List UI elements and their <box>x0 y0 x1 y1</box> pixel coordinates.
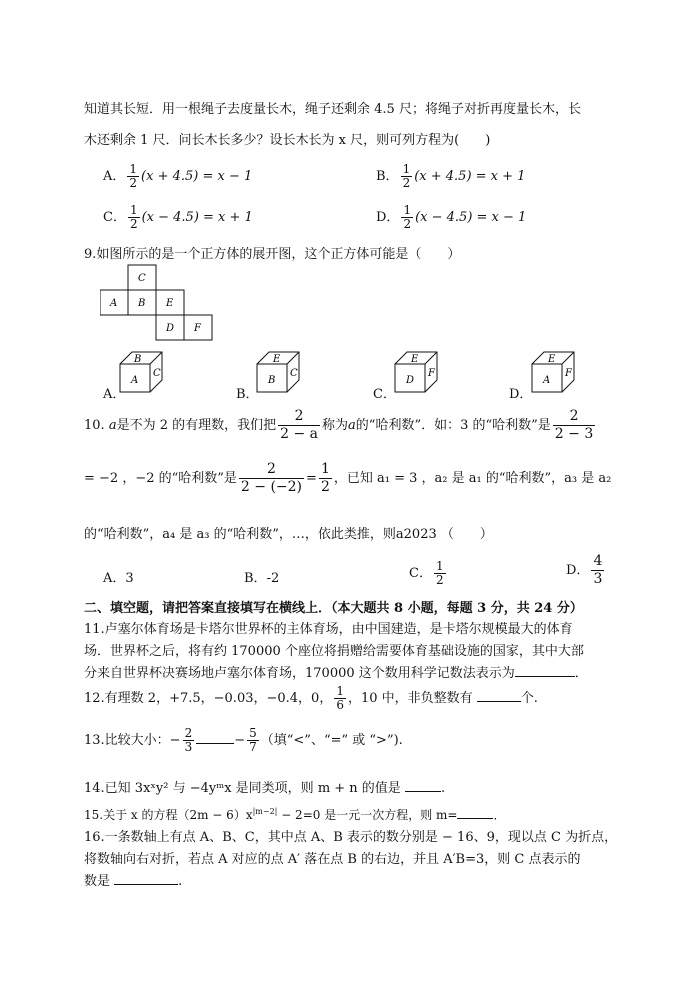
q9-option-a-cube <box>118 350 166 394</box>
q8-option-a: A． $\frac{1}{2}$ (x + 4.5) = x − 1 <box>103 162 253 190</box>
q16-line-1: 16.一条数轴上有点 A、B、C，其中点 A、B 表示的数分别是 − 16、9，现以点 C 为折点， <box>84 830 618 845</box>
q12-line: 12.有理数 2，+7.5，−0.03，−0.4，0， $\frac{1}{6}$ ，10 中，非负整数有 个. <box>84 684 538 712</box>
q10-option-a: A．3 <box>103 571 134 586</box>
q10-line-1: 10. a是不为 2 的有理数，我们把 $\frac{2}{2 - a}$ 称为a的“哈利数”．如：3 的“哈利数”是 $\frac{2}{2 - 3}$ <box>84 408 594 442</box>
q9-option-b-label: B． <box>236 387 259 402</box>
svg-text:E: E <box>273 354 281 365</box>
q11-line-2: 场．世界杯之后，将有约 170000 个座位将捐赠给需要体育基础设施的国家，其中大部 <box>84 644 584 659</box>
svg-text:E: E <box>548 354 556 365</box>
q14-line: 14.已知 3xˣy² 与 −4yᵐx 是同类项，则 m + n 的值是 . <box>84 781 446 796</box>
net-letter-a: A <box>110 298 118 309</box>
svg-text:B: B <box>268 375 276 386</box>
svg-text:D: D <box>406 375 415 386</box>
q16-answer-blank[interactable] <box>114 872 178 885</box>
q10-option-b: B．-2 <box>244 571 280 586</box>
q10-line-2: = −2 ，−2 的“哈利数”是 $\frac{2}{2 - (-2)}$ = $\frac{1}{2}$ ，已知 a₁ = 3 ，a₂ 是 a₁ 的“哈利数”，a₃ 是 a₂ <box>84 461 612 495</box>
q10-option-c: C． $\frac{1}{2}$ <box>409 559 444 587</box>
svg-text:F: F <box>565 368 572 379</box>
q16-line-3: 数是 . <box>84 874 183 889</box>
q9-option-d-cube <box>530 350 578 394</box>
q15-line: 15.关于 x 的方程$(2m - 6)x^{|m-2|} - 2=0$ 是一元一次方程，则 m= ． <box>84 807 506 822</box>
net-letter-f: F <box>194 323 201 334</box>
q8-line-2: 木还剩余 1 尺．问长木长多少？设长木长为 x 尺，则可列方程为( ) <box>84 133 491 148</box>
net-letter-e: E <box>166 298 174 309</box>
svg-text:B: B <box>134 354 142 365</box>
section-2-heading: 二、填空题，请把答案直接填写在横线上．（本大题共 8 小题，每题 3 分，共 24 分） <box>84 601 583 616</box>
q15-answer-blank[interactable] <box>457 806 493 819</box>
svg-text:A: A <box>131 375 139 386</box>
net-letter-d: D <box>166 323 175 334</box>
q11-answer-blank[interactable] <box>515 664 575 677</box>
q9-option-c-cube <box>393 350 441 394</box>
svg-text:C: C <box>290 368 298 379</box>
svg-text:A: A <box>543 375 551 386</box>
q9-option-b-cube <box>255 350 303 394</box>
q9-option-d-label: D． <box>509 387 533 402</box>
q8-line-1: 知道其长短．用一根绳子去度量长木，绳子还剩余 4.5 尺；将绳子对折再度量长木，长 <box>84 102 581 117</box>
q11-line-3: 分来自世界杯决赛场地卢塞尔体育场，170000 这个数用科学记数法表示为 ． <box>84 666 588 681</box>
svg-text:F: F <box>428 368 435 379</box>
net-letter-c: C <box>138 273 146 284</box>
q8-option-c: C． $\frac{1}{2}$ (x − 4.5) = x + 1 <box>103 203 253 231</box>
q12-answer-blank[interactable] <box>477 689 521 702</box>
q8-option-b: B． $\frac{1}{2}$ (x + 4.5) = x + 1 <box>376 162 526 190</box>
q9-option-c-label: C． <box>373 387 396 402</box>
cube-net-figure <box>100 263 215 341</box>
q10-option-d: D． $\frac{4}{3}$ <box>566 553 603 587</box>
svg-text:C: C <box>153 368 161 379</box>
q14-answer-blank[interactable] <box>405 779 441 792</box>
q9-stem: 9.如图所示的是一个正方体的展开图，这个正方体可能是（ ） <box>84 247 461 262</box>
net-letter-b: B <box>138 298 146 309</box>
q8-option-d: D． $\frac{1}{2}$ (x − 4.5) = x − 1 <box>376 203 527 231</box>
q10-line-3: 的“哈利数”，a₄ 是 a₃ 的“哈利数”，…，依此类推，则a2023 （ ） <box>84 527 493 542</box>
q13-line: 13.比较大小：− $\frac{2}{3}$ − $\frac{5}{7}$ （填“<”、“=” 或 “>”). <box>84 726 403 754</box>
q9-option-a-label: A． <box>103 387 126 402</box>
svg-text:E: E <box>411 354 419 365</box>
q11-line-1: 11.卢塞尔体育场是卡塔尔世界杯的主体育场，由中国建造，是卡塔尔规模最大的体育 <box>84 622 573 637</box>
q16-line-2: 将数轴向右对折，若点 A 对应的点 A′ 落在点 B 的右边，并且 A′B=3，则 C 点表示的 <box>84 852 581 867</box>
q13-answer-blank[interactable] <box>196 731 234 744</box>
